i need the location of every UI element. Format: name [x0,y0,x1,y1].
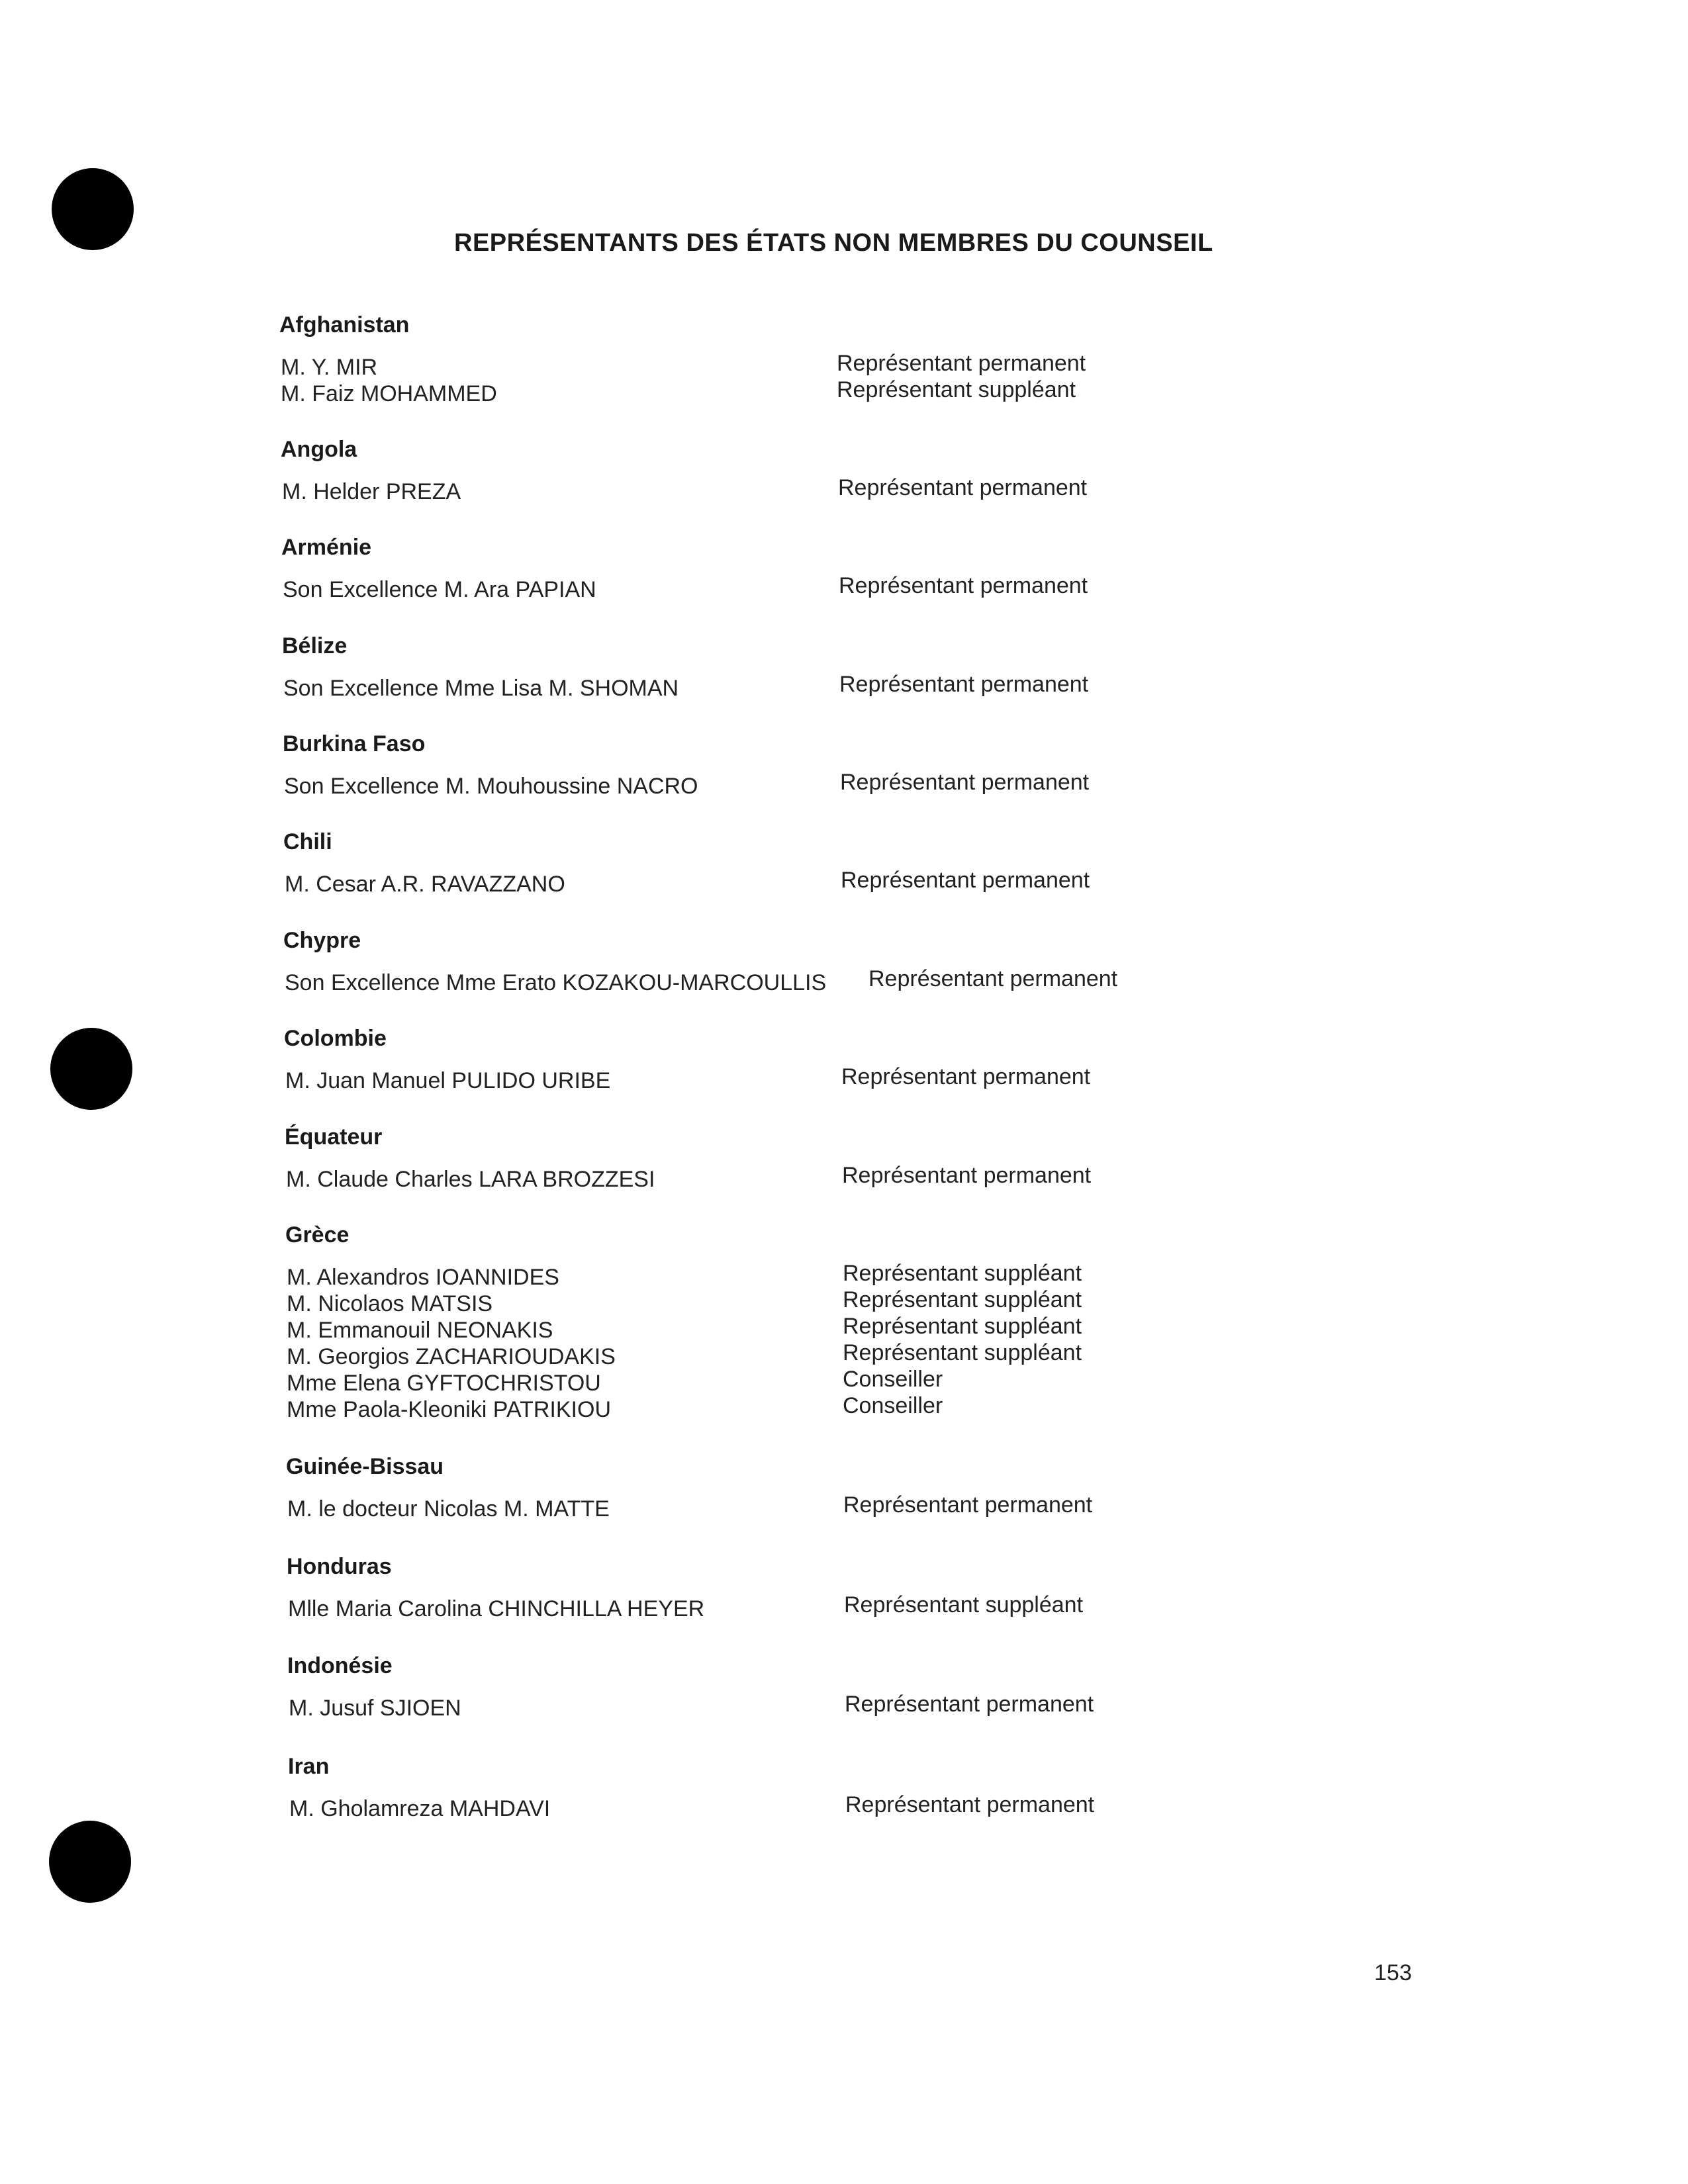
member-name: M. Cesar A.R. RAVAZZANO [285,872,565,897]
member-role: Représentant permanent [839,672,1089,697]
member-role: Conseiller [843,1393,943,1418]
member-name: M. Georgios ZACHARIOUDAKIS [287,1344,616,1369]
member-role: Représentant permanent [841,868,1090,893]
country-name: Burkina Faso [283,731,426,756]
country-name: Afghanistan [279,312,410,338]
member-name: M. Claude Charles LARA BROZZESI [286,1167,655,1192]
member-row [0,868,1090,898]
country-name: Guinée-Bissau [286,1454,444,1479]
country-name: Honduras [287,1554,392,1579]
member-name: M. Juan Manuel PULIDO URIBE [285,1068,611,1093]
member-name: M. Alexandros IOANNIDES [287,1265,559,1290]
member-row [0,1492,1093,1523]
member-name: Son Excellence Mme Lisa M. SHOMAN [283,676,679,701]
member-role: Représentant permanent [840,770,1090,795]
member-role: Représentant permanent [845,1792,1095,1817]
member-role: Représentant permanent [841,1064,1091,1089]
member-name: Mme Elena GYFTOCHRISTOU [287,1371,601,1396]
member-role: Représentant suppléant [843,1261,1082,1286]
country-name: Chypre [283,928,361,953]
member-name: Son Excellence M. Ara PAPIAN [283,577,596,602]
member-role: Représentant suppléant [843,1314,1082,1339]
country-name: Arménie [281,535,372,560]
member-role: Représentant suppléant [843,1340,1082,1365]
member-row [0,377,1076,408]
country-name: Colombie [284,1026,387,1051]
member-role: Représentant permanent [837,351,1086,376]
member-row [0,1163,1092,1193]
member-row [0,966,1118,997]
country-name: Chili [283,829,332,854]
member-name: M. Jusuf SJIOEN [289,1696,461,1721]
country-name: Grèce [285,1222,350,1248]
member-row [0,672,1089,702]
member-role: Conseiller [843,1367,943,1392]
member-name: Mlle Maria Carolina CHINCHILLA HEYER [288,1596,705,1621]
member-role: Représentant permanent [838,475,1088,500]
member-role: Représentant suppléant [843,1287,1082,1312]
member-name: Son Excellence Mme Erato KOZAKOU-MARCOULLIS [285,970,827,995]
member-row [0,1792,1095,1823]
member-row [0,1692,1094,1722]
member-role: Représentant suppléant [844,1592,1084,1617]
member-role: Représentant permanent [843,1492,1093,1518]
member-role: Représentant permanent [868,966,1118,991]
member-role: Représentant permanent [845,1692,1094,1717]
member-role: Représentant permanent [842,1163,1092,1188]
punch-hole-top [52,168,134,250]
member-name: Son Excellence M. Mouhoussine NACRO [284,774,698,799]
member-row [0,1393,993,1424]
member-name: M. Helder PREZA [282,479,461,504]
member-role: Représentant suppléant [837,377,1076,402]
member-name: M. Faiz MOHAMMED [281,381,497,406]
member-row [0,475,1088,506]
page-number: 153 [1374,1960,1412,1985]
member-row [0,1064,1091,1095]
member-row [0,770,1090,800]
country-name: Indonésie [287,1653,393,1678]
member-row [0,573,1088,604]
country-name: Iran [288,1754,330,1779]
member-name: M. Y. MIR [281,355,378,380]
member-name: Mme Paola-Kleoniki PATRIKIOU [287,1397,611,1422]
member-name: M. le docteur Nicolas M. MATTE [287,1496,610,1522]
member-name: M. Nicolaos MATSIS [287,1291,493,1316]
punch-hole-bottom [49,1821,131,1903]
member-name: M. Emmanouil NEONAKIS [287,1318,553,1343]
country-name: Angola [281,437,357,462]
country-name: Équateur [285,1124,383,1150]
page-title: REPRÉSENTANTS DES ÉTATS NON MEMBRES DU COUNSEIL [454,229,1213,257]
member-name: M. Gholamreza MAHDAVI [289,1796,551,1821]
member-role: Représentant permanent [839,573,1088,598]
member-row [0,1592,1084,1623]
country-name: Bélize [282,633,348,659]
